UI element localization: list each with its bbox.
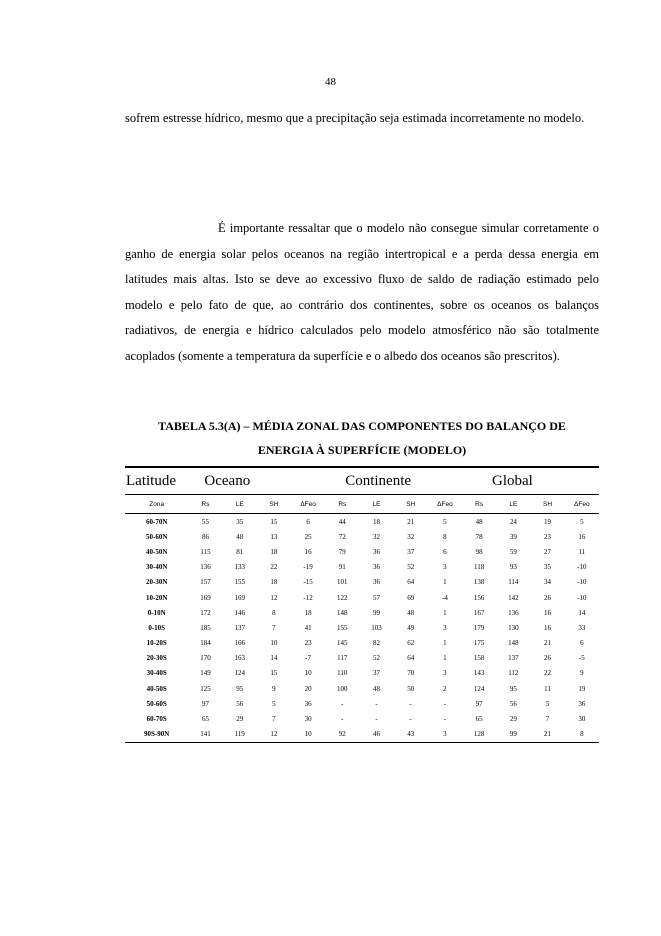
column-header: LE (496, 495, 530, 514)
value-cell: 3 (428, 727, 462, 743)
value-cell: 86 (201, 532, 209, 541)
column-header: ΔFeo (565, 495, 599, 514)
value-cell: 69 (407, 593, 415, 602)
value-cell: 21 (530, 727, 564, 743)
table-row (125, 605, 599, 620)
zone-cell: 50-60S (146, 699, 167, 708)
value-cell: 16 (544, 608, 552, 617)
column-header: ΔFeo (428, 495, 462, 514)
table-row (125, 681, 599, 696)
value-cell: 48 (236, 532, 244, 541)
value-cell: 95 (236, 684, 244, 693)
value-cell: 35 (544, 563, 552, 572)
zone-cell: 20-30S (146, 654, 167, 663)
value-cell: 97 (201, 699, 209, 708)
value-cell: 65 (201, 715, 209, 724)
value-cell: 155 (234, 578, 245, 587)
column-header: Rs (188, 495, 222, 514)
value-cell: 143 (473, 669, 485, 678)
table-row (125, 590, 599, 605)
value-cell: -10 (577, 563, 587, 572)
value-cell: 23 (544, 532, 552, 541)
value-cell: 25 (304, 532, 312, 541)
value-cell: 55 (201, 517, 209, 526)
zone-cell: 90S-90N (125, 727, 188, 743)
value-cell: 50 (407, 684, 415, 693)
value-cell: 110 (337, 669, 348, 678)
value-cell: 124 (234, 669, 245, 678)
table-row (125, 560, 599, 575)
value-cell: 29 (236, 715, 244, 724)
group-continent: Continente (325, 467, 462, 495)
column-header: LE (223, 495, 257, 514)
value-cell: 13 (270, 532, 278, 541)
value-cell: 115 (200, 547, 211, 556)
value-cell: - (443, 715, 447, 724)
value-cell: 64 (407, 578, 415, 587)
value-cell: 92 (325, 727, 359, 743)
value-cell: 10 (291, 727, 325, 743)
value-cell: 56 (236, 699, 244, 708)
value-cell: 138 (473, 578, 485, 587)
value-cell: 78 (475, 532, 483, 541)
table-row (125, 727, 599, 743)
value-cell: 136 (508, 608, 519, 617)
paragraph-1: sofrem estresse hídrico, mesmo que a precipitação seja estimada incorretamente no modelo. (125, 111, 585, 125)
paragraph-2: É importante ressaltar que o modelo não consegue simular corretamente o ganho de energia solar pelos oceanos na região intertropical e a perda dessa energia em latitudes mais altas. Isto se deve ao excessivo fluxo de saldo de radiação estimado pelo modelo e pelo fato de que, ao contrário dos continentes, sobre os oceanos os balanços radiativos, de energia e hídrico calculados pelo modelo atmosférico não são totalmente acoplados (somente a temperatura da superfície e o albedo dos oceanos são prescritos). (125, 221, 599, 363)
value-cell: 156 (473, 593, 485, 602)
value-cell: 30 (304, 715, 312, 724)
value-cell: 24 (509, 517, 517, 526)
value-cell: -5 (578, 654, 585, 663)
value-cell: 103 (371, 623, 382, 632)
column-header: Zona (125, 495, 188, 514)
value-cell: 141 (188, 727, 222, 743)
value-cell: 82 (373, 639, 380, 648)
page-number: 48 (325, 76, 336, 88)
value-cell: 8 (565, 727, 599, 743)
value-cell: 142 (508, 593, 519, 602)
value-cell: 16 (544, 623, 552, 632)
value-cell: 130 (508, 623, 519, 632)
value-cell: -7 (305, 654, 312, 663)
value-cell: 49 (407, 623, 415, 632)
value-cell: 33 (578, 623, 586, 632)
value-cell: 3 (443, 563, 447, 572)
value-cell: 118 (473, 563, 485, 572)
value-cell: 6 (443, 547, 447, 556)
value-cell: 48 (475, 517, 483, 526)
value-cell: 79 (338, 547, 346, 556)
value-cell: 56 (509, 699, 517, 708)
value-cell: 36 (373, 563, 380, 572)
value-cell: 37 (407, 547, 415, 556)
value-cell: 99 (373, 608, 380, 617)
value-cell: 91 (338, 563, 346, 572)
value-cell: 175 (473, 639, 485, 648)
group-latitude: Latitude (125, 467, 188, 495)
value-cell: 36 (373, 547, 380, 556)
value-cell: 2 (443, 684, 447, 693)
value-cell: 14 (578, 608, 586, 617)
value-cell: 6 (306, 517, 310, 526)
value-cell: 117 (337, 654, 348, 663)
value-cell: 23 (304, 639, 312, 648)
value-cell: 112 (508, 669, 519, 678)
value-cell: 11 (578, 547, 586, 556)
zone-cell: 20-30N (146, 578, 168, 587)
value-cell: 36 (578, 699, 586, 708)
value-cell: 70 (407, 669, 415, 678)
value-cell: 35 (236, 517, 244, 526)
group-ocean: Oceano (188, 467, 325, 495)
value-cell: 6 (580, 639, 584, 648)
value-cell: - (409, 699, 412, 708)
value-cell: -4 (441, 593, 448, 602)
table-row (125, 529, 599, 544)
value-cell: 122 (337, 593, 348, 602)
value-cell: 11 (544, 684, 551, 693)
value-cell: 12 (270, 593, 278, 602)
value-cell: 7 (272, 715, 276, 724)
value-cell: 100 (337, 684, 348, 693)
zone-cell: 40-50S (146, 684, 167, 693)
zone-cell: 10-20S (146, 639, 167, 648)
value-cell: -12 (303, 593, 313, 602)
value-cell: 101 (337, 578, 348, 587)
value-cell: 146 (234, 608, 245, 617)
column-header-row (125, 495, 599, 514)
value-cell: 137 (508, 654, 519, 663)
value-cell: 21 (407, 517, 415, 526)
value-cell: 19 (578, 684, 586, 693)
value-cell: 145 (337, 639, 348, 648)
value-cell: 43 (394, 727, 428, 743)
zone-cell: 30-40N (146, 563, 168, 572)
table-row (125, 651, 599, 666)
value-cell: 8 (272, 608, 276, 617)
value-cell: 44 (338, 517, 346, 526)
value-cell: 167 (473, 608, 485, 617)
value-cell: 37 (373, 669, 380, 678)
value-cell: 1 (443, 654, 447, 663)
column-header: Rs (462, 495, 496, 514)
value-cell: 18 (270, 578, 278, 587)
value-cell: 72 (338, 532, 346, 541)
value-cell: - (443, 699, 447, 708)
value-cell: 8 (443, 532, 447, 541)
column-header: Rs (325, 495, 359, 514)
value-cell: 184 (200, 639, 211, 648)
value-cell: 5 (580, 517, 584, 526)
value-cell: 93 (509, 563, 517, 572)
table-row (125, 544, 599, 559)
value-cell: 36 (304, 699, 312, 708)
column-header: ΔFeo (291, 495, 325, 514)
value-cell: 48 (373, 684, 380, 693)
value-cell: 1 (443, 608, 447, 617)
value-cell: 29 (509, 715, 517, 724)
value-cell: 36 (373, 578, 380, 587)
value-cell: 20 (304, 684, 312, 693)
value-cell: 99 (496, 727, 530, 743)
value-cell: 185 (200, 623, 211, 632)
value-cell: 136 (200, 563, 211, 572)
group-global: Global (462, 467, 599, 495)
value-cell: 5 (545, 699, 550, 708)
value-cell: 46 (359, 727, 393, 743)
value-cell: 32 (373, 532, 380, 541)
table-title-line-2: ENERGIA À SUPERFÍCIE (MODELO) (257, 443, 467, 457)
energy-balance-table (125, 466, 599, 743)
table-row (125, 666, 599, 681)
value-cell: 30 (578, 715, 586, 724)
column-header: SH (530, 495, 564, 514)
value-cell: 158 (473, 654, 485, 663)
value-cell: -15 (303, 578, 313, 587)
value-cell: 163 (234, 654, 245, 663)
value-cell: 157 (200, 578, 211, 587)
value-cell: 98 (475, 547, 483, 556)
table-row (125, 575, 599, 590)
value-cell: 18 (270, 547, 278, 556)
value-cell: -10 (577, 578, 587, 587)
value-cell: 5 (443, 517, 447, 526)
value-cell: 22 (544, 669, 552, 678)
value-cell: 9 (580, 669, 584, 678)
value-cell: 65 (475, 715, 483, 724)
value-cell: 155 (337, 623, 348, 632)
value-cell: 14 (270, 654, 278, 663)
value-cell: 148 (337, 608, 348, 617)
value-cell: 26 (544, 593, 552, 602)
value-cell: 114 (508, 578, 519, 587)
value-cell: 52 (373, 654, 380, 663)
value-cell: 27 (544, 547, 552, 556)
table-body (125, 514, 599, 743)
zone-cell: 60-70N (146, 517, 168, 526)
zone-cell: 40-50N (146, 547, 168, 556)
value-cell: -10 (577, 593, 587, 602)
zone-cell: 50-60N (146, 532, 168, 541)
value-cell: 148 (508, 639, 519, 648)
value-cell: 124 (473, 684, 485, 693)
value-cell: 59 (509, 547, 517, 556)
value-cell: 119 (223, 727, 257, 743)
value-cell: 128 (462, 727, 496, 743)
value-cell: 57 (373, 593, 380, 602)
value-cell: 169 (200, 593, 211, 602)
zone-cell: 0-10S (148, 623, 166, 632)
value-cell: - (409, 715, 412, 724)
value-cell: 133 (234, 563, 245, 572)
column-header: SH (257, 495, 291, 514)
value-cell: 48 (407, 608, 415, 617)
value-cell: 18 (373, 517, 380, 526)
value-cell: 12 (257, 727, 291, 743)
value-cell: 137 (234, 623, 245, 632)
table-row (125, 696, 599, 711)
value-cell: 81 (236, 547, 244, 556)
value-cell: 21 (544, 639, 552, 648)
value-cell: 52 (407, 563, 415, 572)
value-cell: 166 (234, 639, 245, 648)
value-cell: 169 (234, 593, 245, 602)
zone-cell: 10-20N (146, 593, 168, 602)
value-cell: 7 (545, 715, 550, 724)
zone-cell: 0-10N (147, 608, 166, 617)
zone-cell: 60-70S (146, 715, 167, 724)
value-cell: 41 (304, 623, 312, 632)
table-row (125, 620, 599, 635)
value-cell: 19 (544, 517, 552, 526)
value-cell: 18 (304, 608, 312, 617)
value-cell: 125 (200, 684, 211, 693)
value-cell: 3 (443, 623, 447, 632)
value-cell: 10 (270, 639, 278, 648)
zone-cell: 30-40S (146, 669, 167, 678)
value-cell: 15 (270, 517, 278, 526)
value-cell: 34 (544, 578, 552, 587)
value-cell: 7 (272, 623, 276, 632)
value-cell: 179 (473, 623, 485, 632)
column-header: LE (359, 495, 393, 514)
value-cell: 1 (443, 578, 447, 587)
value-cell: 16 (578, 532, 586, 541)
column-header: SH (394, 495, 428, 514)
value-cell: 62 (407, 639, 415, 648)
value-cell: 16 (304, 547, 312, 556)
value-cell: 95 (509, 684, 517, 693)
table-row (125, 514, 599, 530)
value-cell: - (341, 699, 344, 708)
value-cell: 172 (200, 608, 211, 617)
value-cell: 26 (544, 654, 552, 663)
value-cell: 32 (407, 532, 415, 541)
value-cell: 9 (272, 684, 276, 693)
value-cell: 149 (200, 669, 211, 678)
value-cell: - (341, 715, 344, 724)
table-row (125, 711, 599, 726)
value-cell: 15 (270, 669, 278, 678)
value-cell: 97 (475, 699, 483, 708)
value-cell: - (375, 699, 378, 708)
value-cell: - (375, 715, 378, 724)
value-cell: 39 (509, 532, 517, 541)
value-cell: 1 (443, 639, 447, 648)
group-header-row (125, 467, 599, 495)
value-cell: 5 (272, 699, 276, 708)
value-cell: 3 (443, 669, 447, 678)
value-cell: 10 (304, 669, 312, 678)
value-cell: 170 (200, 654, 211, 663)
value-cell: 22 (270, 563, 278, 572)
table-title (125, 414, 599, 462)
table-title-line-1: TABELA 5.3(A) – MÉDIA ZONAL DAS COMPONENTES DO BALANÇO DE (158, 419, 566, 433)
value-cell: -19 (303, 563, 313, 572)
table-row (125, 636, 599, 651)
value-cell: 64 (407, 654, 415, 663)
